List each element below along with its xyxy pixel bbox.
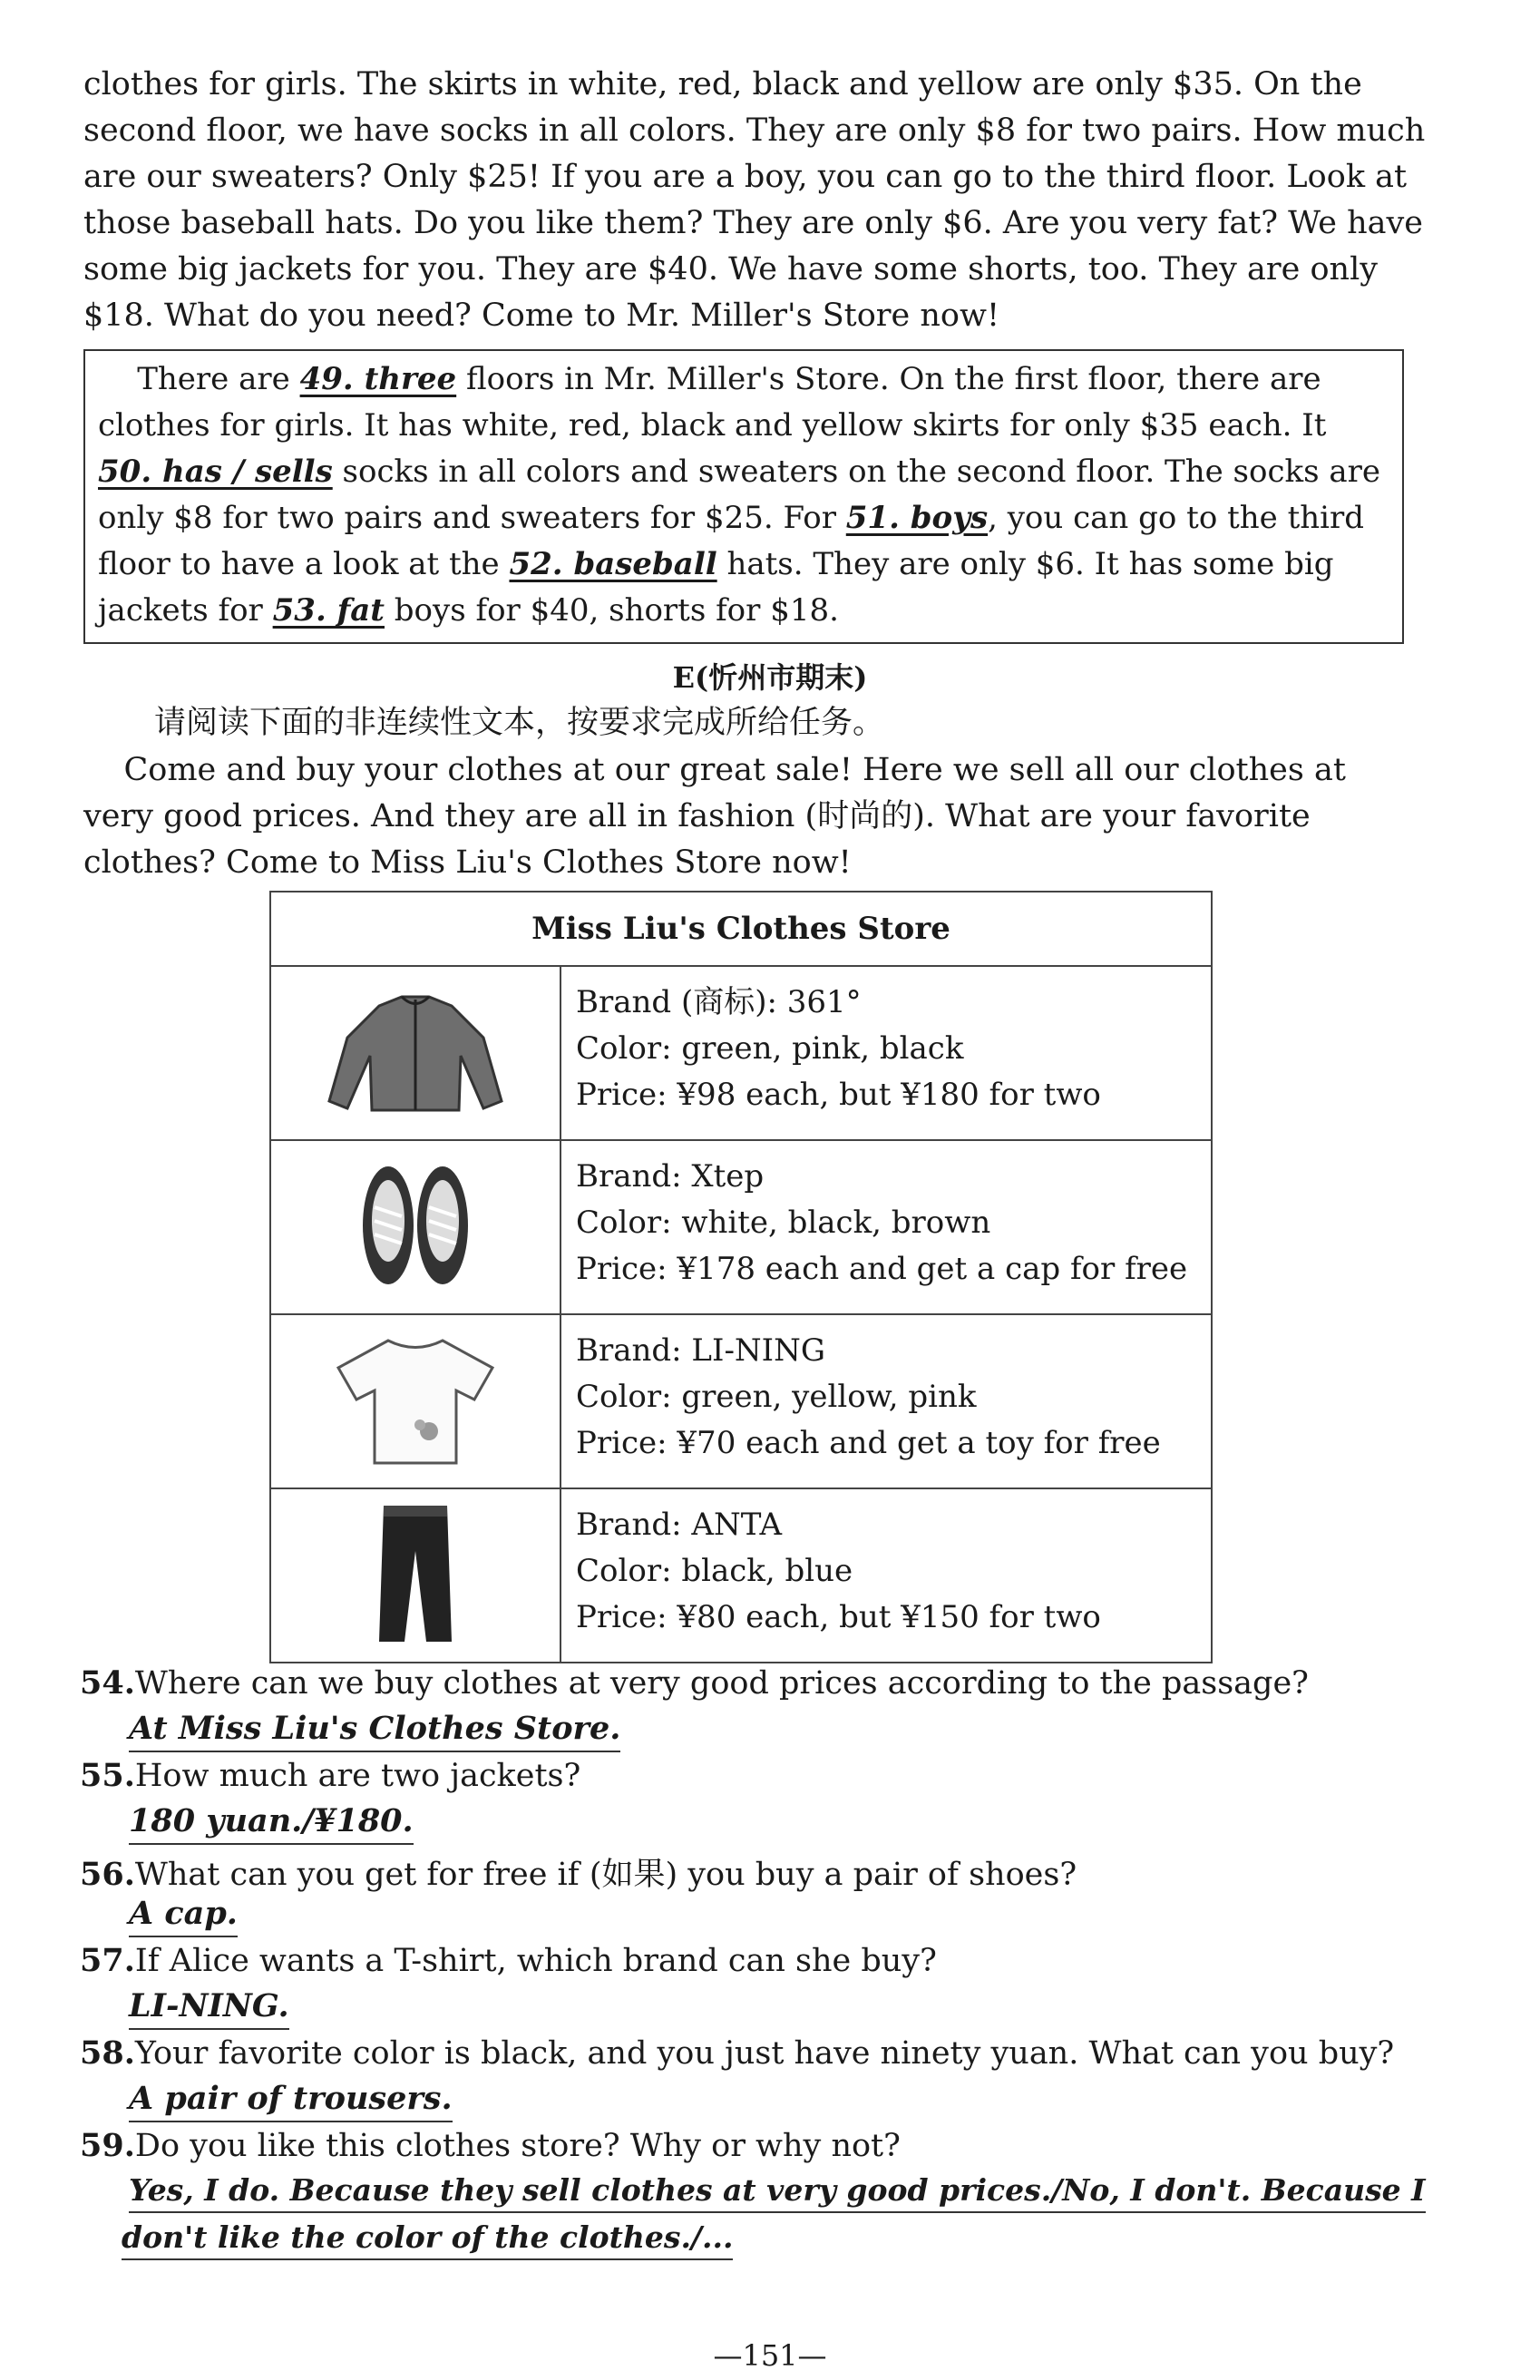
text-line: are our sweaters? Only $25! If you are a boy, you can go to the third floor. Look at: [83, 159, 1408, 195]
answer-53: 53. fat: [272, 592, 385, 629]
trousers-icon: [270, 1488, 560, 1663]
text-line: those baseball hats. Do you like them? They are only $6. Are you very fat? We have: [83, 205, 1424, 241]
instruction: 请阅读下面的非连续性文本，按要求完成所给任务。: [154, 705, 885, 741]
answer-50: 50. has / sells: [98, 454, 333, 490]
answer: Yes, I do. Because they sell clothes at very good prices./No, I don't. Because I: [129, 2172, 1426, 2213]
product-info: [560, 1140, 1212, 1314]
color-text: Color: black, blue: [576, 1553, 853, 1589]
table-row: [270, 1140, 1212, 1314]
table-row: [270, 966, 1212, 1140]
answer: At Miss Liu's Clothes Store.: [129, 1710, 620, 1752]
price-text: Price: ¥80 each, but ¥150 for two: [576, 1599, 1101, 1635]
text-line: jackets for 53. fat boys for $40, shorts for $18.: [98, 592, 839, 629]
product-info: [560, 966, 1212, 1140]
summary-text: [98, 356, 1393, 634]
text-line: $18. What do you need? Come to Mr. Miller's Store now!: [83, 298, 1000, 334]
question: 56.What can you get for free if (如果) you buy a pair of shoes?: [80, 1856, 1077, 1893]
page-number: —151—: [713, 2338, 827, 2373]
jacket-icon: [270, 966, 560, 1140]
text-line: some big jackets for you. They are $40. We have some shorts, too. They are only: [83, 251, 1379, 288]
intro-paragraph: [83, 747, 1408, 886]
text-line: clothes? Come to Miss Liu's Clothes Store now!: [83, 844, 852, 881]
answer: A cap.: [129, 1895, 238, 1937]
answer-49: 49. three: [299, 361, 457, 397]
table-row: [270, 1314, 1212, 1488]
shoes-icon: [270, 1140, 560, 1314]
answer: LI-NING.: [129, 1987, 289, 2030]
text-line: 50. has / sells socks in all colors and sweaters on the second floor. The socks are: [98, 454, 1381, 490]
text-line: very good prices. And they are all in fashion (时尚的). What are your favorite: [83, 798, 1311, 834]
price-text: Price: ¥70 each and get a toy for free: [576, 1425, 1161, 1461]
product-info: [560, 1314, 1212, 1488]
brand-text: Brand: Xtep: [576, 1158, 765, 1195]
question: 59.Do you like this clothes store? Why or why not?: [80, 2127, 901, 2164]
question: 54.Where can we buy clothes at very good prices according to the passage?: [80, 1664, 1309, 1702]
text-line: only $8 for two pairs and sweaters for $25. For 51. boys, you can go to the third: [98, 500, 1365, 536]
text-line: floor to have a look at the 52. baseball hats. They are only $6. It has some big: [98, 546, 1334, 582]
price-text: Price: ¥98 each, but ¥180 for two: [576, 1077, 1101, 1113]
brand-text: Brand: LI-NING: [576, 1332, 826, 1369]
question: 58.Your favorite color is black, and you just have ninety yuan. What can you buy?: [80, 2034, 1395, 2072]
color-text: Color: green, yellow, pink: [576, 1379, 977, 1415]
text-line: clothes for girls. It has white, red, black and yellow skirts for only $35 each. It: [98, 407, 1327, 444]
answer: 180 yuan./¥180.: [129, 1802, 414, 1845]
table-title: Miss Liu's Clothes Store: [270, 892, 1212, 966]
text-line: Come and buy your clothes at our great sale! Here we sell all our clothes at: [123, 752, 1346, 788]
clothes-store-table: [269, 891, 1213, 1663]
color-text: Color: white, black, brown: [576, 1205, 991, 1241]
question: 55.How much are two jackets?: [80, 1757, 581, 1794]
text-line: second floor, we have socks in all colors. They are only $8 for two pairs. How much: [83, 112, 1426, 149]
brand-text: Brand: ANTA: [576, 1507, 783, 1543]
table-row: [270, 1488, 1212, 1663]
question: 57.If Alice wants a T-shirt, which brand can she buy?: [80, 1942, 937, 1979]
answer-52: 52. baseball: [509, 546, 717, 582]
tshirt-icon: [270, 1314, 560, 1488]
answer: A pair of trousers.: [129, 2080, 453, 2122]
product-info: [560, 1488, 1212, 1663]
price-text: Price: ¥178 each and get a cap for free: [576, 1251, 1188, 1287]
text-line: clothes for girls. The skirts in white, red, black and yellow are only $35. On the: [83, 66, 1362, 102]
section-heading: E(忻州市期末): [672, 660, 868, 695]
answer-51: 51. boys: [845, 500, 989, 536]
top-paragraph: [83, 62, 1426, 339]
answer: don't like the color of the clothes./...: [122, 2219, 733, 2260]
color-text: Color: green, pink, black: [576, 1030, 964, 1067]
summary-box: [83, 349, 1404, 644]
text-line: There are 49. three floors in Mr. Miller's Store. On the first floor, there are: [137, 361, 1321, 397]
brand-text: Brand (商标): 361°: [576, 984, 862, 1020]
